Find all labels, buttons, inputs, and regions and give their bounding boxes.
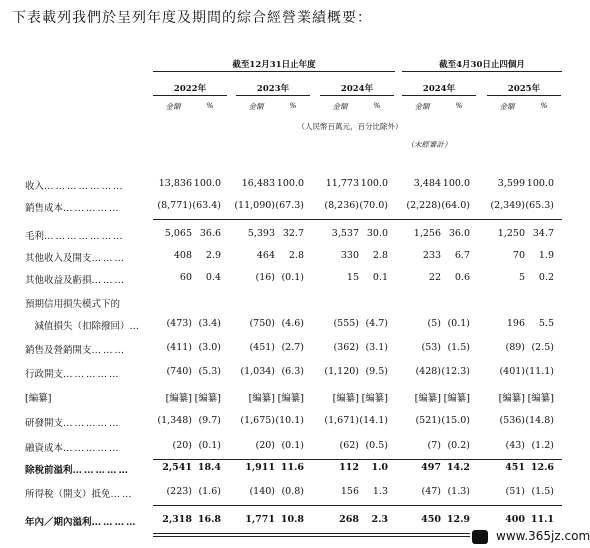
pct-label: % [540,101,548,110]
total-rule [153,505,562,506]
row-label-text: 預期信用損失模式下的 [25,299,121,310]
percent-cell: 14.2 [446,462,470,473]
row-label [25,178,125,192]
row-label-text: 年內／期內溢利 [25,517,92,528]
amount-cell: 112 [339,462,359,473]
pct-label: % [206,101,214,110]
percent-cell: (64.0) [441,200,470,211]
percent-cell: (0.5) [365,440,388,451]
amount-cell: 5,065 [164,228,192,239]
table-row [0,178,571,196]
percent-cell: (1.5) [531,486,554,497]
amount-cell: (47) [421,486,441,497]
percent-cell: 0.4 [205,272,221,283]
amount-cell: (473) [166,318,192,329]
row-label [25,486,134,500]
header-rule-interim [402,71,562,72]
percent-cell: [編纂] [194,393,221,404]
row-label [25,514,138,528]
percent-cell: (0.1) [447,318,470,329]
amount-cell: (20) [172,440,192,451]
amount-cell: (62) [339,440,359,451]
amount-cell: 497 [421,462,441,473]
percent-cell: (67.3) [275,200,304,211]
amount-cell: (223) [166,486,192,497]
amount-cell: 1,911 [245,462,275,473]
amount-cell: (1,675) [240,415,275,426]
percent-cell: 36.6 [199,228,221,239]
row-leader-dots: …………… [72,465,131,476]
watermark [470,528,590,546]
percent-cell: 11.1 [530,514,554,525]
amount-label: 金額 [332,102,348,111]
percent-cell: 18.4 [197,462,221,473]
row-label-text: 收入 [25,181,45,192]
amount-cell: 13,836 [158,178,192,189]
year-rule-1 [153,95,227,96]
amount-cell: (43) [505,440,525,451]
row-label-text: 減值損失（扣除撥回） [25,321,130,332]
amount-cell: (89) [505,342,525,353]
percent-cell: 100.0 [193,178,221,189]
amount-cell: (7) [427,440,441,451]
row-label [25,250,126,264]
amount-cell: (2,349) [490,200,525,211]
amount-cell: 330 [340,250,359,261]
percent-cell: (4.6) [281,318,304,329]
amount-cell: 70 [512,250,525,261]
amount-cell: (16) [255,272,275,283]
amount-cell: 450 [421,514,441,525]
amount-cell: (51) [505,486,525,497]
percent-cell: (0.8) [281,486,304,497]
row-leader-dots: …………… [63,443,121,454]
percent-cell: (4.7) [365,318,388,329]
amount-label: 金額 [499,102,515,111]
percent-cell: (6.3) [281,366,304,377]
year-rule-5 [487,95,561,96]
table-row [0,342,571,360]
amount-cell: [編纂] [414,393,441,404]
percent-cell: 2.8 [288,250,304,261]
row-leader-dots: …………… [63,418,121,429]
percent-cell: (3.0) [198,342,221,353]
percent-cell: (0.1) [281,272,304,283]
amount-label: 金額 [414,102,430,111]
percent-cell: (11.1) [525,366,554,377]
row-label-text: 毛利 [25,231,45,242]
row-label-text: 其他收益及虧損 [25,275,92,286]
pct-label: % [289,101,297,110]
percent-cell: (1.5) [447,342,470,353]
row-leader-dots: ………… [91,517,138,528]
percent-cell: 1.0 [371,462,388,473]
year-2022: 2022年 [173,84,207,94]
year-2024: 2024年 [340,84,374,94]
row-label [25,415,121,429]
amount-cell: 156 [340,486,359,497]
amount-cell: (740) [166,366,192,377]
percent-cell: (3.4) [198,318,221,329]
amount-cell: (536) [499,415,525,426]
amount-cell: (140) [249,486,275,497]
amount-cell: 3,537 [331,228,359,239]
amount-cell: (555) [333,318,359,329]
percent-cell: (9.5) [365,366,388,377]
amount-cell: [編纂] [165,393,192,404]
row-leader-dots: ………………… [44,231,125,242]
table-row [0,250,571,268]
row-leader-dots: …………… [63,203,121,214]
amount-cell: 408 [173,250,192,261]
row-label-text: 銷售成本 [25,203,64,214]
percent-cell: 1.3 [372,486,388,497]
row-label [25,272,126,286]
row-label [25,462,130,476]
year-rule-4 [402,95,476,96]
percent-cell: (2.7) [281,342,304,353]
row-label-text: 融資成本 [25,443,64,454]
amount-cell: 15 [346,272,359,283]
subtotal-rule [153,459,562,460]
percent-cell: (70.0) [359,200,388,211]
amount-cell: 196 [506,318,525,329]
percent-cell: 100.0 [526,178,554,189]
row-label [25,228,125,242]
year-2024-interim: 2024年 [422,84,456,94]
table-row [0,272,571,290]
amount-cell: 11,773 [325,178,359,189]
amount-cell: 16,483 [241,178,275,189]
amount-cell: (5) [427,318,441,329]
amount-cell: (451) [249,342,275,353]
row-label-text: 銷售及營銷開支 [25,345,92,356]
percent-cell: 100.0 [360,178,388,189]
amount-cell: (521) [415,415,441,426]
row-label [25,390,51,404]
percent-cell: (2.5) [531,342,554,353]
amount-cell: (2,228) [406,200,441,211]
percent-cell: (14.8) [525,415,554,426]
unit-note: （人民幣百萬元，百分比除外） [297,122,403,131]
amount-cell: 5,393 [247,228,275,239]
amount-cell: (428) [415,366,441,377]
amount-cell: 451 [505,462,525,473]
subtotal-rule [153,219,562,220]
amount-cell: 5 [518,272,525,283]
table-row [0,415,571,433]
percent-cell: 1.9 [538,250,554,261]
unaudited-note: （未經審計） [406,140,452,149]
amount-cell: (11,090) [234,200,275,211]
intro-text: 下表載列我們於呈列年度及期間的綜合經營業績概要： [12,10,372,26]
percent-cell: 2.8 [372,250,388,261]
watermark-logo-icon [472,530,488,544]
percent-cell: (0.2) [447,440,470,451]
row-label [25,342,126,356]
row-leader-dots: ………………… [44,181,125,192]
pct-label: % [455,101,463,110]
percent-cell: (9.7) [198,415,221,426]
amount-cell: (1,671) [324,415,359,426]
percent-cell: (12.3) [441,366,470,377]
amount-cell: [編纂] [498,393,525,404]
percent-cell: 12.9 [446,514,470,525]
amount-cell: (1,120) [324,366,359,377]
table-row [0,296,571,314]
table-row [0,200,571,218]
amount-cell: (53) [421,342,441,353]
row-leader-dots: ……… [91,345,127,356]
table-row [0,390,571,408]
percent-cell: 0.6 [454,272,470,283]
year-rule-2 [236,95,310,96]
amount-cell: 60 [179,272,192,283]
amount-cell: (1,348) [157,415,192,426]
row-leader-dots: …………… [63,369,121,380]
percent-cell: 10.8 [280,514,304,525]
row-label [25,440,121,454]
amount-cell: [編纂] [332,393,359,404]
amount-cell: (8,771) [157,200,192,211]
amount-cell: (362) [333,342,359,353]
table-row [0,366,571,384]
percent-cell: (1.6) [198,486,221,497]
percent-cell: 12.6 [530,462,554,473]
table-row [0,462,571,480]
percent-cell: (15.0) [441,415,470,426]
percent-cell: 2.9 [205,250,221,261]
amount-cell: (750) [249,318,275,329]
row-leader-dots: ……… [91,253,127,264]
row-label-text: [編纂] [25,393,52,404]
percent-cell: 100.0 [442,178,470,189]
table-row [0,440,571,458]
amount-cell: (20) [255,440,275,451]
header-annual: 截至12月31日止年度 [232,60,316,70]
amount-label: 金額 [165,102,181,111]
row-label-text: 所得稅（開支）抵免 [25,489,111,500]
percent-cell: (5.3) [198,366,221,377]
percent-cell: (0.1) [281,440,304,451]
amount-cell: 1,250 [497,228,525,239]
percent-cell: 32.7 [282,228,304,239]
watermark-text: www.365jz.com [496,529,590,543]
row-leader-dots: ……… [91,275,127,286]
percent-cell: (10.1) [275,415,304,426]
percent-cell: [編纂] [361,393,388,404]
amount-cell: 464 [256,250,275,261]
amount-cell: (8,236) [324,200,359,211]
row-label [25,318,141,332]
table-row [0,318,571,336]
percent-cell: (14.1) [359,415,388,426]
percent-cell: (65.3) [525,200,554,211]
amount-cell: 400 [505,514,525,525]
amount-cell: 2,541 [162,462,192,473]
percent-cell: [編纂] [443,393,470,404]
percent-cell: 34.7 [532,228,554,239]
header-interim: 截至4月30日止四個月 [439,60,525,70]
amount-cell: 3,599 [497,178,525,189]
year-2025-interim: 2025年 [507,84,541,94]
percent-cell: 36.0 [448,228,470,239]
row-leader-dots: …… [110,489,134,500]
amount-cell: [編纂] [248,393,275,404]
amount-cell: 2,318 [162,514,192,525]
percent-cell: (1.3) [447,486,470,497]
percent-cell: (3.1) [365,342,388,353]
percent-cell: 30.0 [366,228,388,239]
percent-cell: 5.5 [538,318,554,329]
percent-cell: 6.7 [454,250,470,261]
percent-cell: [編纂] [277,393,304,404]
percent-cell: (1.2) [531,440,554,451]
amount-cell: 22 [428,272,441,283]
row-label [25,200,121,214]
pct-label: % [373,101,381,110]
percent-cell: (0.1) [198,440,221,451]
percent-cell: [編纂] [527,393,554,404]
amount-cell: (401) [499,366,525,377]
row-label-text: 行政開支 [25,369,64,380]
percent-cell: 11.6 [280,462,304,473]
amount-cell: 268 [339,514,359,525]
row-label-text: 研發開支 [25,418,64,429]
amount-label: 金額 [248,102,264,111]
row-label-text: 除稅前溢利 [25,465,73,476]
year-rule-3 [320,95,394,96]
amount-cell: 1,771 [245,514,275,525]
table-row [0,486,571,504]
row-label [25,296,120,310]
amount-cell: 1,256 [413,228,441,239]
percent-cell: 16.8 [197,514,221,525]
percent-cell: 0.2 [538,272,554,283]
row-leader-dots: … [129,321,142,332]
amount-cell: (1,034) [240,366,275,377]
table-row [0,228,571,246]
header-rule-annual [153,71,395,72]
percent-cell: (63.4) [192,200,221,211]
row-label-text: 其他收入及開支 [25,253,92,264]
percent-cell: 0.1 [372,272,388,283]
percent-cell: 2.3 [371,514,388,525]
amount-cell: (411) [166,342,192,353]
row-label [25,366,121,380]
amount-cell: 3,484 [413,178,441,189]
percent-cell: 100.0 [276,178,304,189]
year-2023: 2023年 [256,84,290,94]
amount-cell: 233 [422,250,441,261]
